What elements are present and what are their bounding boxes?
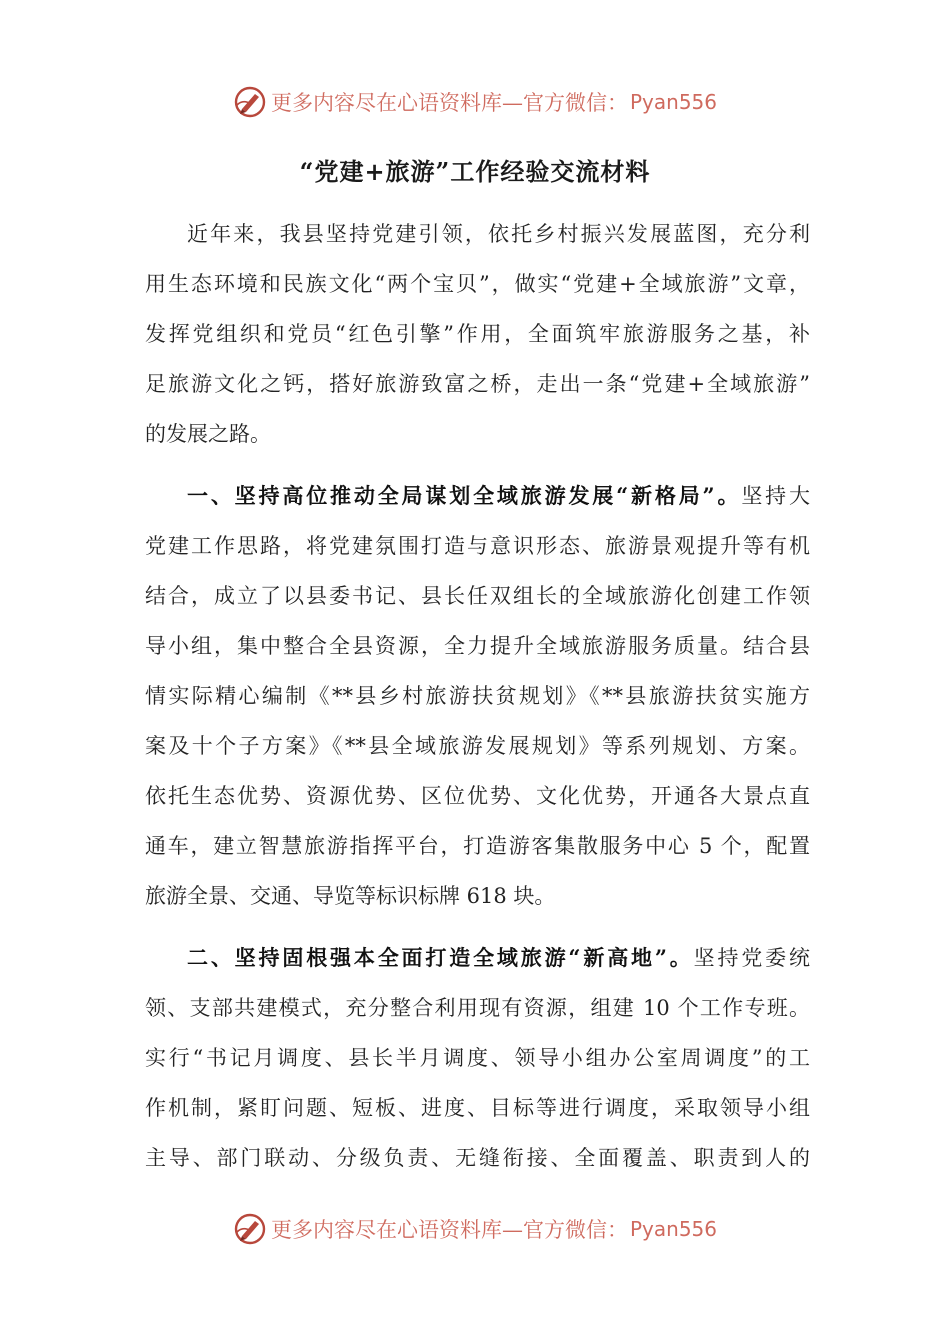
section-1-heading: 一、坚持高位推动全局谋划全域旅游发展“新格局”。 [187,483,742,508]
paragraph-line: 作机制，紧盯问题、短板、进度、目标等进行调度，采取领导小组 [145,1096,810,1120]
section-2-heading: 二、坚持固根强本全面打造全域旅游“新高地”。 [187,945,694,970]
paragraph-line: 党建工作思路，将党建氛围打造与意识形态、旅游景观提升等有机 [145,534,810,558]
paragraph-line: 主导、部门联动、分级负责、无缝衔接、全面覆盖、职责到人的 [145,1146,810,1170]
section-1-first-line [187,478,810,514]
watermark-text: 更多内容尽在心语资料库—官方微信： [270,91,628,115]
paragraph-line: 依托生态优势、资源优势、区位优势、文化优势，开通各大景点直 [145,784,810,808]
footer-watermark [0,1209,950,1249]
watermark-wechat-id: Pyan556 [629,90,717,114]
watermark-text: 更多内容尽在心语资料库—官方微信： [270,1218,628,1242]
paragraph-line: 近年来，我县坚持党建引领，依托乡村振兴发展蓝图，充分利 [187,222,810,246]
header-watermark [0,82,950,122]
paragraph-line: 结合，成立了以县委书记、县长任双组长的全域旅游化创建工作领 [145,584,810,608]
paragraph-line: 案及十个子方案》《**县全域旅游发展规划》等系列规划、方案。 [145,734,810,758]
paragraph-line: 实行“书记月调度、县长半月调度、领导小组办公室周调度”的工 [145,1046,810,1070]
paragraph-line: 旅游全景、交通、导览等标识标牌 618 块。 [145,884,556,908]
paragraph-line: 足旅游文化之钙，搭好旅游致富之桥，走出一条“党建+全域旅游” [145,372,810,396]
paragraph-line: 通车，建立智慧旅游指挥平台，打造游客集散服务中心 5 个，配置 [145,834,810,858]
paragraph-line: 发挥党组织和党员“红色引擎”作用，全面筑牢旅游服务之基，补 [145,322,810,346]
document-title: “党建+旅游”工作经验交流材料 [299,157,651,186]
pen-logo-icon [233,1212,267,1246]
paragraph-line: 用生态环境和民族文化“两个宝贝”，做实“党建+全域旅游”文章， [145,272,810,296]
paragraph-line: 情实际精心编制《**县乡村旅游扶贫规划》《**县旅游扶贫实施方 [145,684,810,708]
pen-logo-icon [233,85,267,119]
section-2-first-line [187,940,810,976]
paragraph-line: 领、支部共建模式，充分整合利用现有资源，组建 10 个工作专班。 [145,996,810,1020]
watermark-wechat-id: Pyan556 [629,1217,717,1241]
section-1-text: 坚持大 [741,484,811,508]
section-2-text: 坚持党委统 [693,946,810,970]
paragraph-line: 导小组，集中整合全县资源，全力提升全域旅游服务质量。结合县 [145,634,810,658]
paragraph-line: 的发展之路。 [145,422,271,446]
